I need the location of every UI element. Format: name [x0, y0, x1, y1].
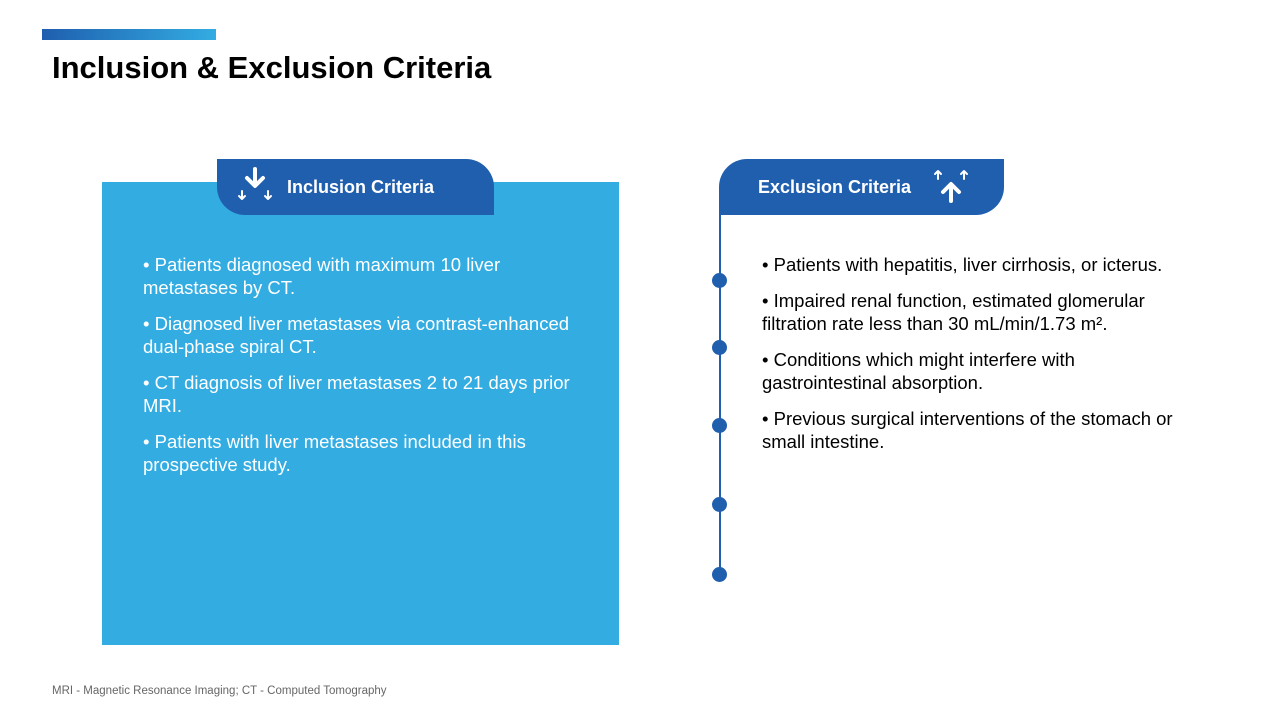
list-item: • Patients with liver metastases included in this prospective study.	[143, 431, 526, 475]
list-item: • CT diagnosis of liver metastases 2 to 21 days prior MRI.	[143, 372, 570, 416]
list-item: • Patients with hepatitis, liver cirrhosis, or icterus.	[762, 254, 1163, 275]
list-item: • Previous surgical interventions of the stomach or small intestine.	[762, 408, 1173, 452]
timeline-dot	[712, 497, 727, 512]
inclusion-header	[217, 159, 494, 215]
arrows-up-icon	[933, 167, 969, 208]
list-item: • Patients diagnosed with maximum 10 liver metastases by CT.	[143, 254, 501, 298]
exclusion-header-label: Exclusion Criteria	[758, 176, 912, 197]
list-item: • Impaired renal function, estimated glomerular filtration rate less than 30 mL/min/1.73 m².	[762, 290, 1145, 334]
timeline-dot	[712, 418, 727, 433]
inclusion-list	[143, 253, 583, 489]
timeline-dot	[712, 340, 727, 355]
page-title: Inclusion & Exclusion Criteria	[52, 50, 492, 85]
footnote: MRI - Magnetic Resonance Imaging; CT - Computed Tomography	[52, 685, 387, 697]
arrows-down-icon	[237, 167, 273, 208]
timeline-dot	[712, 567, 727, 582]
inclusion-header-label: Inclusion Criteria	[287, 176, 435, 197]
list-item: • Conditions which might interfere with gastrointestinal absorption.	[762, 349, 1075, 393]
timeline-dot	[712, 273, 727, 288]
list-item: • Diagnosed liver metastases via contrast-enhanced dual-phase spiral CT.	[143, 313, 570, 357]
exclusion-header	[719, 159, 1004, 215]
exclusion-list	[762, 253, 1182, 466]
title-accent-bar	[42, 29, 216, 40]
timeline-line	[719, 215, 721, 575]
